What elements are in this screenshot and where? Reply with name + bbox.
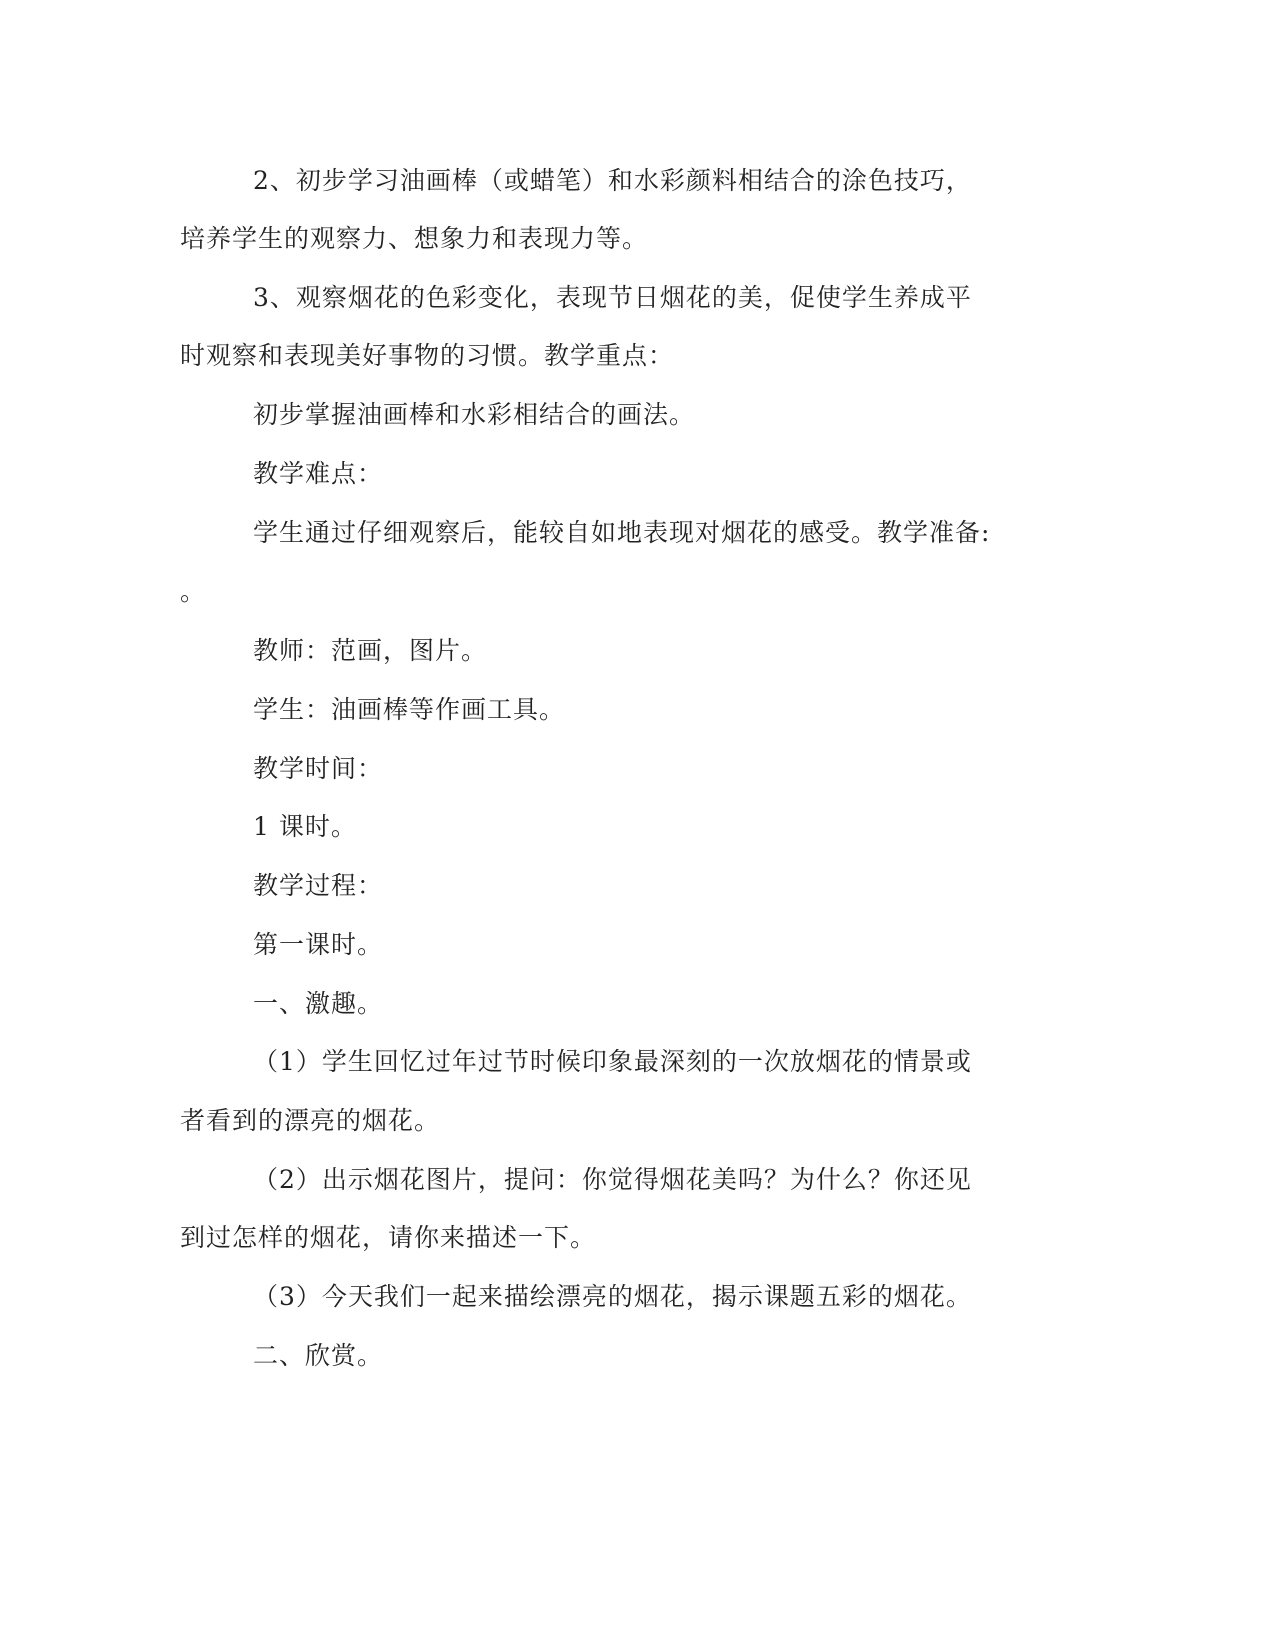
paragraph-line: 时观察和表现美好事物的习惯。教学重点： xyxy=(180,341,675,370)
section-heading: 教学过程： xyxy=(253,871,384,900)
paragraph-line: 2、初步学习油画棒（或蜡笔）和水彩颜料相结合的涂色技巧， xyxy=(253,166,972,195)
paragraph-line: 学生：油画棒等作画工具。 xyxy=(253,695,566,724)
paragraph-line: 者看到的漂亮的烟花。 xyxy=(180,1106,441,1135)
paragraph-line: （3）今天我们一起来描绘漂亮的烟花，揭示课题五彩的烟花。 xyxy=(253,1282,972,1311)
section-heading: 教学时间： xyxy=(253,754,384,783)
paragraph-line: 学生通过仔细观察后，能较自如地表现对烟花的感受。教学准备: xyxy=(253,518,991,547)
section-heading: 教学难点： xyxy=(253,459,384,488)
paragraph-line: （1）学生回忆过年过节时候印象最深刻的一次放烟花的情景或 xyxy=(253,1047,972,1076)
paragraph-line: 教师：范画，图片。 xyxy=(253,636,488,665)
paragraph-line: （2）出示烟花图片，提问：你觉得烟花美吗？为什么？你还见 xyxy=(253,1165,972,1194)
section-heading: 二、欣赏。 xyxy=(253,1341,384,1370)
paragraph-line: 初步掌握油画棒和水彩相结合的画法。 xyxy=(253,400,696,429)
paragraph-line: 到过怎样的烟花，请你来描述一下。 xyxy=(180,1223,597,1252)
paragraph-line: 。 xyxy=(180,577,207,606)
paragraph-line: 第一课时。 xyxy=(253,930,384,959)
paragraph-line: 1 课时。 xyxy=(253,812,357,841)
section-heading: 一、激趣。 xyxy=(253,989,384,1018)
paragraph-line: 培养学生的观察力、想象力和表现力等。 xyxy=(180,224,649,253)
paragraph-line: 3、观察烟花的色彩变化，表现节日烟花的美，促使学生养成平 xyxy=(253,283,972,312)
